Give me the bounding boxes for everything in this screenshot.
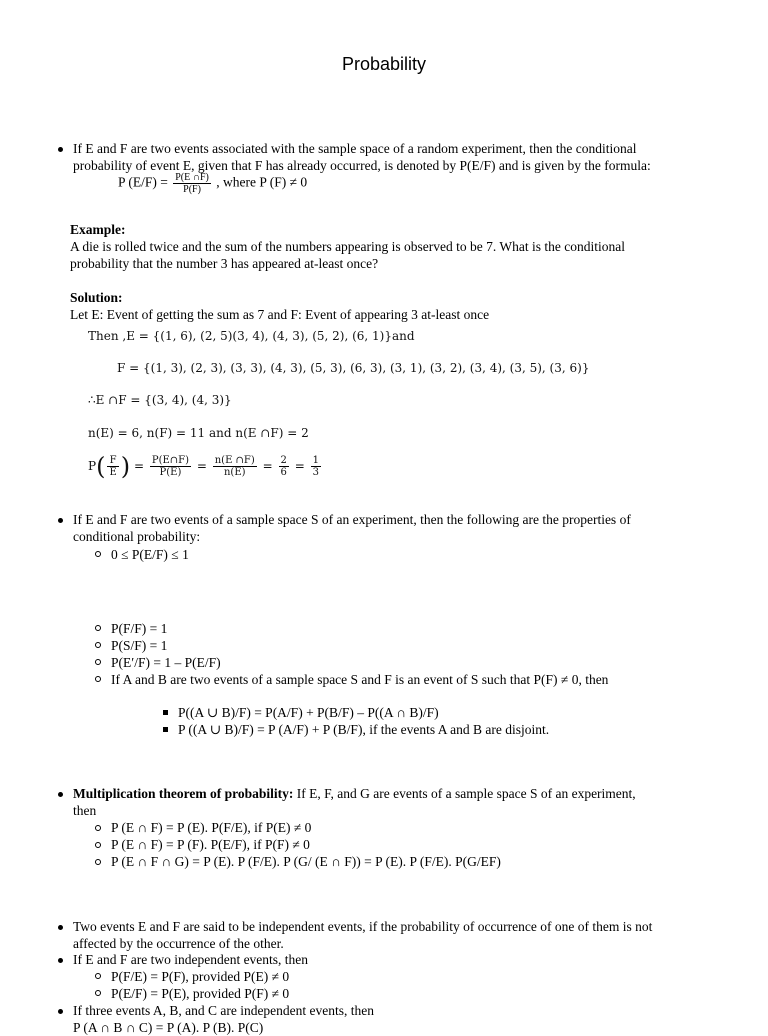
property-3: P(S/F) = 1	[111, 638, 168, 653]
bullet	[58, 1009, 63, 1014]
independent-events-formula: P (A ∩ B ∩ C) = P (A). P (B). P(C)	[73, 1020, 264, 1035]
fraction-counts-numerator: n(E ∩F)	[214, 455, 255, 466]
fraction-one-third	[311, 455, 321, 478]
example-text-1: A die is rolled twice and the sum of the numbers appearing is observed to be 7. What is the conditional	[70, 239, 625, 254]
formula-denominator: P(F)	[183, 184, 201, 195]
bullet	[58, 958, 63, 963]
solution-final-formula	[88, 452, 323, 480]
property-2: P(F/F) = 1	[111, 621, 168, 636]
multiplication-rule-3: P (E ∩ F ∩ G) = P (E). P (F/E). P (G/ (E ∩ F)) = P (E). P (F/E). P(G/EF)	[111, 854, 501, 869]
sub-bullet	[95, 973, 101, 979]
equals-sign: =	[294, 459, 305, 473]
bullet	[58, 925, 63, 930]
solution-heading-text: Solution:	[70, 290, 123, 305]
solution-heading	[70, 289, 123, 306]
independent-events-text-3: If E and F are two independent events, then	[73, 952, 309, 967]
conditional-probability-formula	[118, 172, 307, 195]
formula-lhs: P (E/F) =	[118, 174, 168, 190]
property-1: 0 ≤ P(E/F) ≤ 1	[111, 547, 189, 562]
properties-text-1: If E and F are two events of a sample space S of an experiment, then the following are the properties of	[73, 512, 631, 527]
multiplication-rule-1: P (E ∩ F) = P (E). P(F/E), if P(E) ≠ 0	[111, 820, 312, 835]
fraction-probability-denominator: P(E)	[159, 467, 182, 478]
example-heading	[70, 221, 126, 238]
final-formula-p: P	[88, 459, 97, 473]
sub-bullet	[95, 825, 101, 831]
union-property-1: P((A ∪ B)/F) = P(A/F) + P(B/F) – P((A ∩ B)/F)	[178, 705, 439, 720]
property-5: If A and B are two events of a sample space S and F is an event of S such that P(F) ≠ 0, then	[111, 672, 609, 687]
solution-set-f: F = {(1, 3), (2, 3), (3, 3), (4, 3), (5, 3), (6, 3), (3, 1), (3, 2), (3, 4), (3, 5), (3, 6)}	[117, 361, 590, 375]
sub-bullet	[95, 625, 101, 631]
argument-denominator: E	[109, 467, 117, 478]
square-bullet	[163, 710, 168, 715]
multiplication-theorem-heading: Multiplication theorem of probability:	[73, 786, 294, 801]
fraction-two-sixths	[279, 455, 289, 478]
equals-sign: =	[262, 459, 273, 473]
sub-bullet	[95, 659, 101, 665]
example-heading-text: Example:	[70, 222, 126, 237]
equals-sign: =	[133, 459, 145, 473]
formula-fraction	[173, 172, 211, 195]
right-paren: )	[120, 452, 131, 481]
fraction-probability-numerator: P(E∩F)	[151, 455, 190, 466]
page-title: Probability	[341, 54, 427, 74]
independent-rule-1: P(F/E) = P(F), provided P(E) ≠ 0	[111, 969, 290, 984]
union-property-2: P ((A ∪ B)/F) = P (A/F) + P (B/F), if the events A and B are disjoint.	[178, 722, 550, 737]
solution-intersection: ∴E ∩F = {(3, 4), (4, 3)}	[88, 393, 232, 407]
fraction-one-third-numerator: 1	[312, 455, 319, 466]
independent-events-text-2: affected by the occurrence of the other.	[73, 936, 284, 951]
bullet	[58, 147, 63, 152]
sub-bullet	[95, 551, 101, 557]
multiplication-theorem-intro: If E, F, and G are events of a sample space S of an experiment,	[293, 786, 636, 801]
fraction-two-sixths-denominator: 6	[280, 467, 287, 478]
bullet	[58, 518, 63, 523]
multiplication-theorem-text-2: then	[73, 803, 97, 818]
final-formula-argument	[107, 455, 118, 478]
bullet	[58, 792, 63, 797]
equals-sign: =	[196, 459, 207, 473]
property-4: P(E′/F) = 1 – P(E/F)	[111, 655, 221, 670]
fraction-one-third-denominator: 3	[312, 467, 319, 478]
fraction-counts	[213, 455, 257, 478]
properties-text-2: conditional probability:	[73, 529, 201, 544]
fraction-probability	[150, 455, 191, 478]
solution-text-1: Let E: Event of getting the sum as 7 and F: Event of appearing 3 at-least once	[70, 307, 490, 322]
left-paren: (	[96, 452, 106, 481]
argument-numerator: F	[107, 455, 118, 467]
solution-counts: n(E) = 6, n(F) = 11 and n(E ∩F) = 2	[88, 426, 309, 440]
fraction-two-sixths-numerator: 2	[280, 455, 287, 466]
formula-numerator: P(E ∩F)	[175, 172, 209, 183]
sub-bullet	[95, 990, 101, 996]
conditional-probability-text-1: If E and F are two events associated with the sample space of a random experiment, then the conditional	[73, 141, 637, 156]
sub-bullet	[95, 859, 101, 865]
independent-rule-2: P(E/F) = P(E), provided P(F) ≠ 0	[111, 986, 290, 1001]
example-text-2: probability that the number 3 has appeared at-least once?	[70, 256, 379, 271]
sub-bullet	[95, 842, 101, 848]
conditional-probability-text-2: probability of event E, given that F has already occurred, is denoted by P(E/F) and is given by the formula:	[73, 158, 651, 173]
independent-events-text-4: If three events A, B, and C are independent events, then	[73, 1003, 375, 1018]
solution-set-e: Then ,E = {(1, 6), (2, 5)(3, 4), (4, 3), (5, 2), (6, 1)}and	[88, 329, 415, 343]
fraction-counts-denominator: n(E)	[223, 467, 246, 478]
multiplication-theorem-text-1	[73, 785, 636, 802]
square-bullet	[163, 727, 168, 732]
independent-events-text-1: Two events E and F are said to be independent events, if the probability of occurrence of one of them is not	[73, 919, 653, 934]
sub-bullet	[95, 642, 101, 648]
sub-bullet	[95, 676, 101, 682]
formula-rhs: , where P (F) ≠ 0	[216, 174, 308, 190]
multiplication-rule-2: P (E ∩ F) = P (F). P(E/F), if P(F) ≠ 0	[111, 837, 310, 852]
